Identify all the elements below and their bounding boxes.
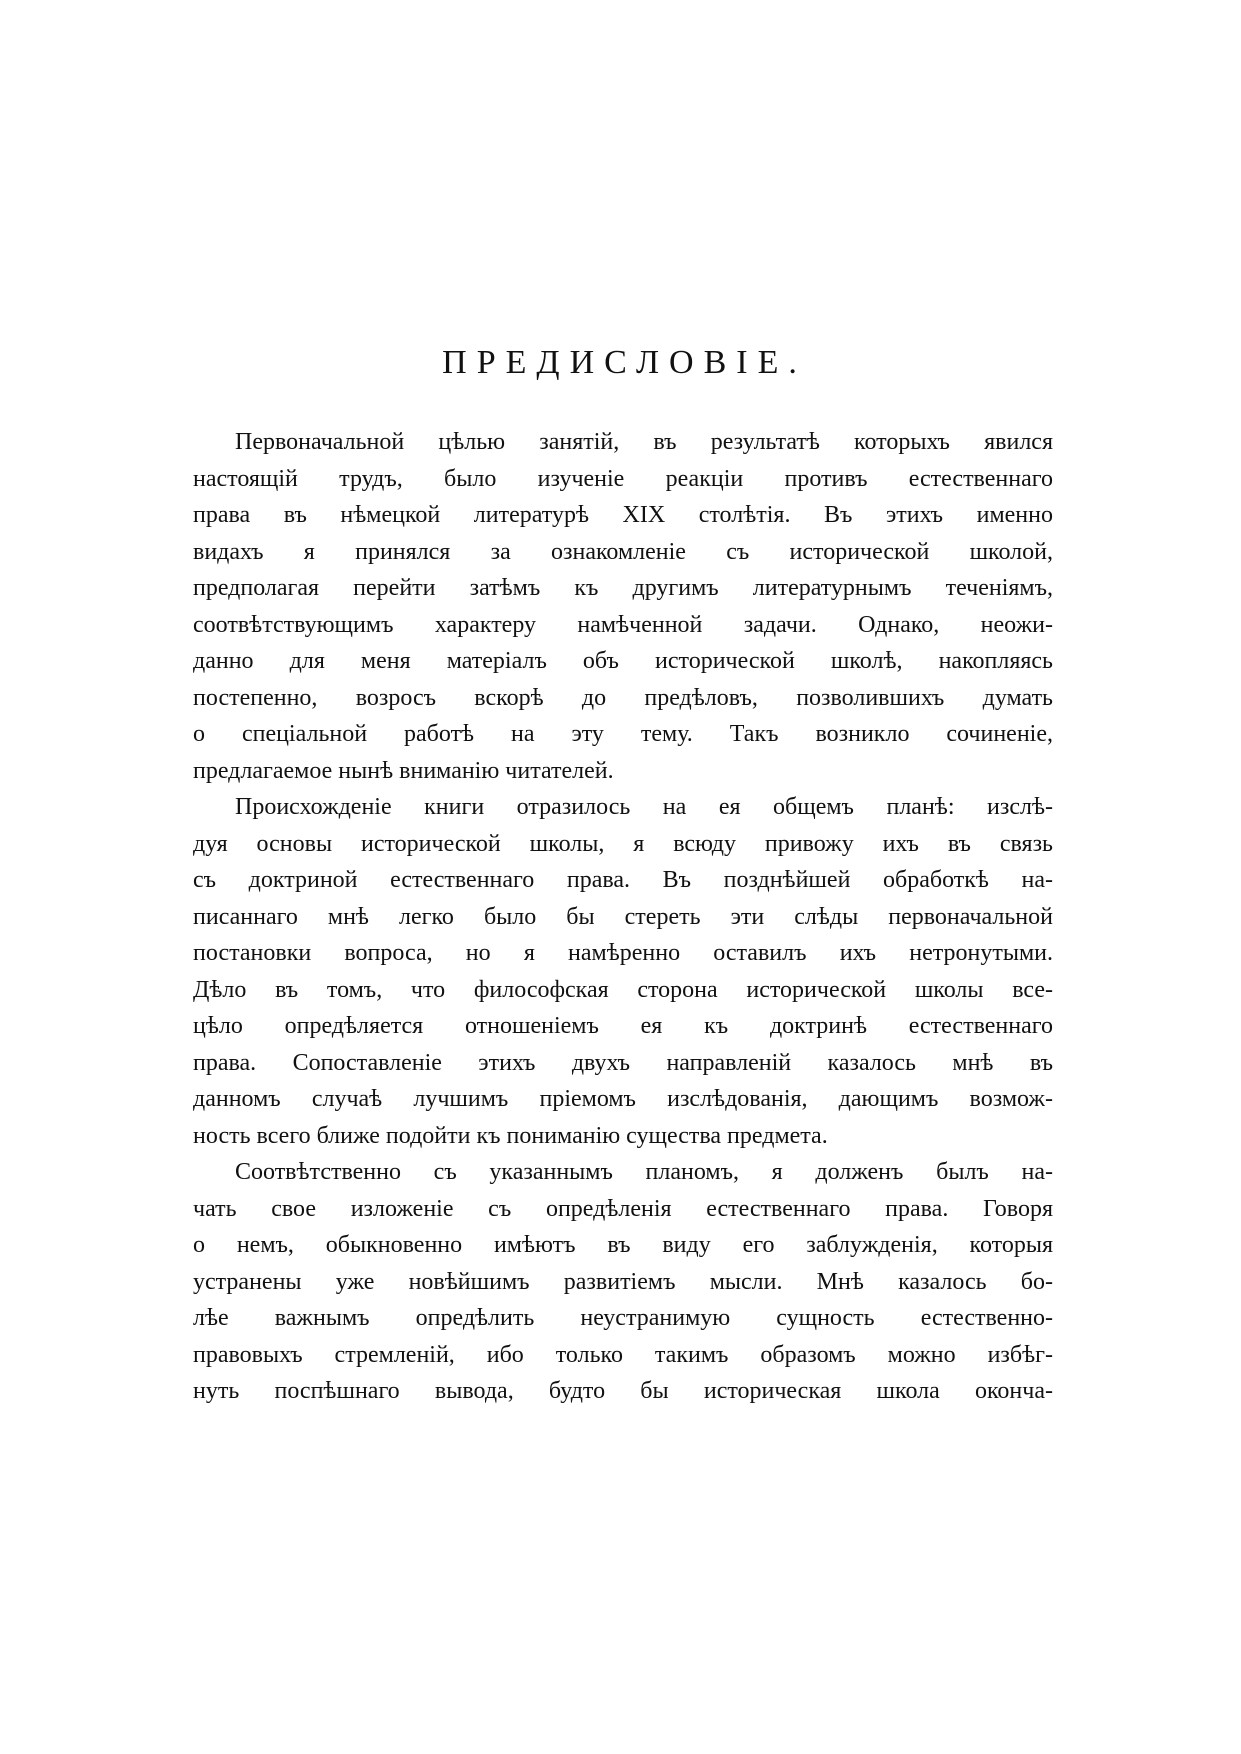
text-line: съ доктриной естественнаго права. Въ позднѣйшей обработкѣ на- [193,867,1053,893]
text-line: писаннаго мнѣ легко было бы стереть эти слѣды первоначальной [193,903,1053,930]
text-line: видахъ я принялся за ознакомленіе съ исторической школой, [193,538,1053,565]
text-line: предлагаемое нынѣ вниманію читателей. [193,757,614,784]
text-line: правовыхъ стремленій, ибо только такимъ образомъ можно избѣг- [193,1341,1053,1368]
text-line: предполагая перейти затѣмъ къ другимъ литературнымъ теченіямъ, [193,575,1053,601]
text-line: Соотвѣтственно съ указаннымъ планомъ, я долженъ былъ на- [235,1159,1053,1185]
text-line: о немъ, обыкновенно имѣютъ въ виду его заблужденія, которыя [193,1232,1053,1258]
text-line: права въ нѣмецкой литературѣ XIX столѣтія. Въ этихъ именно [193,502,1053,528]
text-line: дуя основы исторической школы, я всюду привожу ихъ въ связь [193,830,1053,857]
text-line: Происхожденіе книги отразилось на ея общемъ планѣ: изслѣ- [235,794,1053,820]
preface-body [193,424,1053,1410]
text-line: лѣе важнымъ опредѣлить неустранимую сущность естественно- [193,1305,1053,1331]
text-line: данномъ случаѣ лучшимъ пріемомъ изслѣдованія, дающимъ возмож- [193,1086,1053,1112]
text-line: устранены уже новѣйшимъ развитіемъ мысли. Мнѣ казалось бо- [193,1268,1053,1295]
paragraph [193,789,1053,1154]
text-line: ность всего ближе подойти къ пониманію существа предмета. [193,1122,828,1149]
text-line: права. Сопоставленіе этихъ двухъ направленій казалось мнѣ въ [193,1049,1053,1076]
page-title: ПРЕДИСЛОВІЕ. [442,344,807,381]
text-line: соотвѣтствующимъ характеру намѣченной задачи. Однако, неожи- [193,611,1053,638]
text-line: данно для меня матеріалъ объ исторической школѣ, накопляясь [193,648,1053,674]
text-line: чать свое изложеніе съ опредѣленія естественнаго права. Говоря [193,1195,1053,1222]
text-line: постепенно, возросъ вскорѣ до предѣловъ, позволившихъ думать [193,684,1053,711]
text-line: Дѣло въ томъ, что философская сторона исторической школы все- [193,976,1053,1003]
text-line: Первоначальной цѣлью занятій, въ результатѣ которыхъ явился [235,429,1053,455]
text-line: настоящій трудъ, было изученіе реакціи противъ естественнаго [193,465,1053,492]
paragraph [193,424,1053,789]
text-line: нуть поспѣшнаго вывода, будто бы историческая школа оконча- [193,1378,1053,1404]
paragraph [193,1154,1053,1410]
text-line: постановки вопроса, но я намѣренно оставилъ ихъ нетронутыми. [193,940,1053,966]
text-line: о спеціальной работѣ на эту тему. Такъ возникло сочиненіе, [193,721,1053,747]
text-line: цѣло опредѣляется отношеніемъ ея къ доктринѣ естественнаго [193,1013,1053,1039]
